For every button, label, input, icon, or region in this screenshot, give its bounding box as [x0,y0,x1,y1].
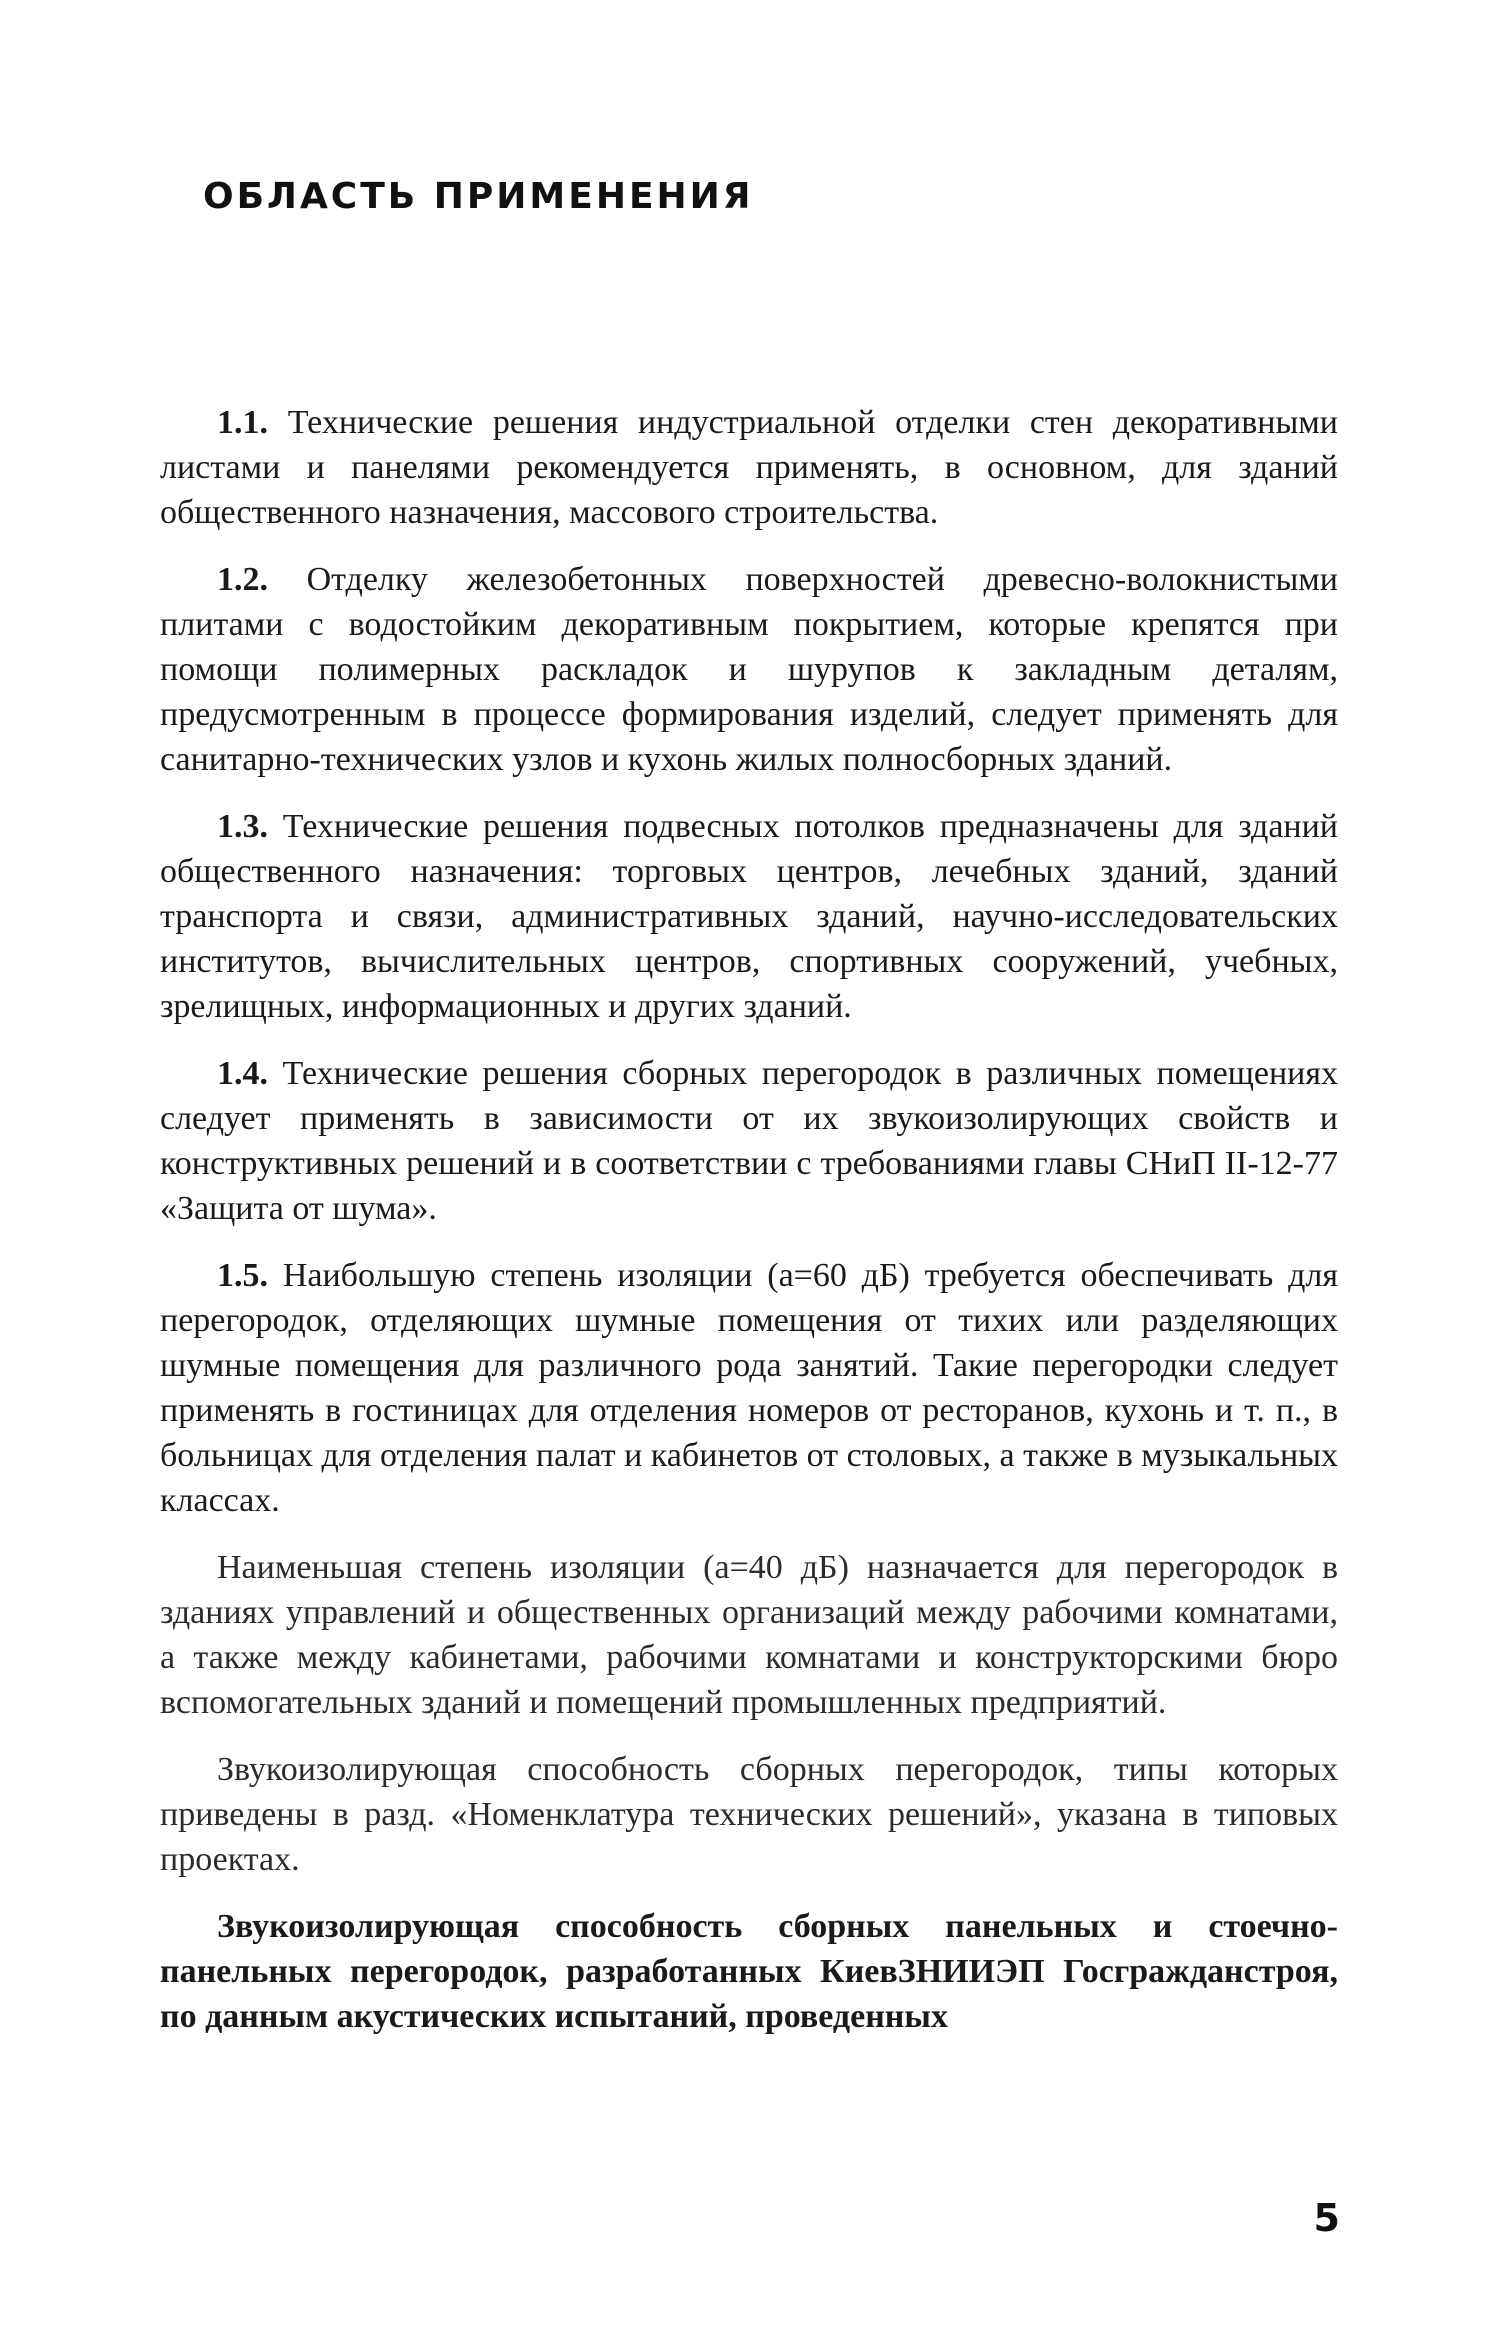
paragraph-1-1 [160,400,1338,535]
paragraph-number: 1.2. [217,561,268,598]
section-heading: ОБЛАСТЬ ПРИМЕНЕНИЯ [203,176,754,217]
paragraph-minimum-isolation [160,1545,1338,1725]
paragraph-number: 1.3. [217,808,268,845]
paragraph-text: Звукоизолирующая способность сборных перегородок, типы которых приведены в разд. «Номенклатура технических решений», указана в типовых проектах. [160,1751,1338,1878]
paragraph-text: Технические решения индустриальной отделки стен декоративными листами и панелями рекомендуется применять, в основном, для зданий общественного назначения, массового строительства. [160,404,1339,531]
paragraph-1-4 [160,1051,1338,1231]
paragraph-1-3 [160,804,1338,1029]
paragraph-text: Технические решения подвесных потолков предназначены для зданий общественного назначения: торговых центров, лечебных зданий, зданий транспорта и связи, административных зданий, научно-исследовательских институтов, вычислительных центров, спортивных сооружений, учебных, зрелищных, информационных и других зданий. [160,808,1339,1025]
paragraph-1-5 [160,1253,1338,1523]
paragraph-1-2 [160,557,1338,782]
body-text [160,400,1338,2061]
paragraph-number: 1.4. [217,1055,268,1092]
paragraph-number: 1.1. [217,404,268,441]
paragraph-text: Наибольшую степень изоляции (а=60 дБ) требуется обеспечивать для перегородок, отделяющих шумные помещения от тихих или разделяющих шумные помещения для различного рода занятий. Такие перегородки следует применять в гостиницах для отделения номеров от ресторанов, кухонь и т. п., в больницах для отделения палат и кабинетов от столовых, а также в музыкальных классах. [160,1257,1338,1519]
page-number: 5 [1313,2196,1340,2240]
paragraph-text: Звукоизолирующая способность сборных панельных и стоечно-панельных перегородок, разработанных КиевЗНИИЭП Госгражданстроя, по данным акустических испытаний, проведенных [160,1908,1338,2035]
paragraph-text: Технические решения сборных перегородок в различных помещениях следует применять в зависимости от их звукоизолирующих свойств и конструктивных решений и в соответствии с требованиями главы СНиП II-12-77 «Защита от шума». [160,1055,1338,1227]
paragraph-number: 1.5. [217,1257,268,1294]
paragraph-sound-insulation-panels [160,1904,1338,2039]
paragraph-text: Наименьшая степень изоляции (а=40 дБ) назначается для перегородок в зданиях управлений и общественных организаций между рабочими комнатами, а также между кабинетами, рабочими комнатами и конструкторскими бюро вспомогательных зданий и помещений промышленных предприятий. [160,1549,1338,1721]
paragraph-text: Отделку железобетонных поверхностей древесно-волокнистыми плитами с водостойким декоративным покрытием, которые крепятся при помощи полимерных раскладок и шурупов к закладным деталям, предусмотренным в процессе формирования изделий, следует применять для санитарно-технических узлов и кухонь жилых полносборных зданий. [160,561,1338,778]
paragraph-sound-insulation-types [160,1747,1338,1882]
